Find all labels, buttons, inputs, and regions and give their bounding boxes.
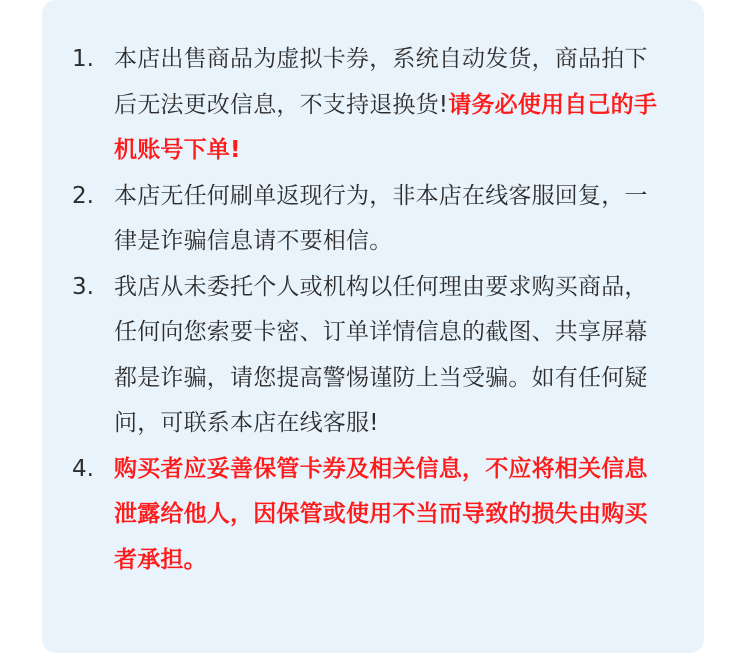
warning-text: 请务必使用自己的手机账号下单! [114,91,658,163]
notice-number: 1. [72,46,94,72]
notice-item-2 [70,174,670,265]
notice-item-3 [70,265,670,447]
notice-text-warning: 购买者应妥善保管卡券及相关信息，不应将相关信息泄露给他人，因保管或使用不当而导致的损失由购买者承担。 [114,455,648,573]
notice-list [70,37,670,583]
notice-text: 我店从未委托个人或机构以任何理由要求购买商品，任何向您索要卡密、订单详情信息的截图、共享屏幕都是诈骗，请您提高警惕谨防上当受骗。如有任何疑问，可联系本店在线客服! [114,273,648,436]
notice-text: 本店无任何刷单返现行为，非本店在线客服回复，一律是诈骗信息请不要相信。 [114,182,648,254]
notice-number: 3. [72,273,94,300]
notice-text [114,37,670,174]
notice-number: 2. [72,182,94,209]
notice-body: 本店出售商品为虚拟卡券，系统自动发货，商品拍下后无法更改信息，不支持退换货! [114,46,648,118]
notice-item-4 [70,447,670,584]
notice-item-1 [70,37,670,174]
notice-number: 4. [72,455,94,482]
